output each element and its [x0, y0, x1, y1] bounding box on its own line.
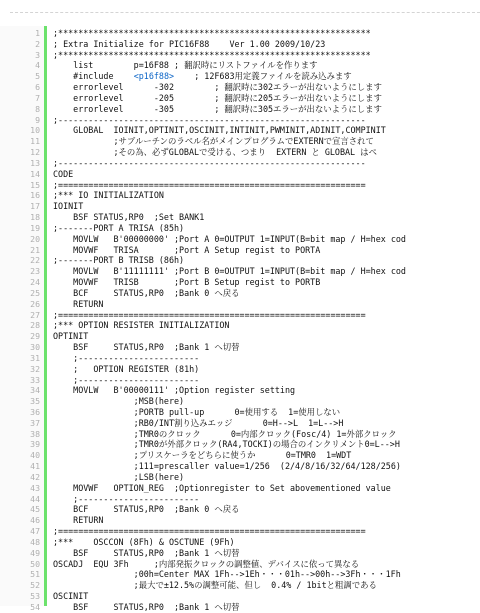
line-number: 1	[35, 28, 40, 38]
line-number: 5	[35, 71, 40, 82]
top-divider	[10, 12, 480, 13]
line-number: 18	[30, 212, 40, 223]
code-text: BSF STATUS,RP0 ;Bank 1 へ切替	[53, 547, 240, 558]
code-line	[0, 439, 480, 450]
code-text: ;-------PORT A TRISA (85h)	[53, 222, 185, 233]
code-line	[0, 255, 480, 266]
code-line	[0, 93, 480, 104]
line-number: 39	[30, 439, 40, 450]
code-text: OSCADJ EQU 3Fh ;内部発振クロックの調整値、デバイスに依って異なる	[53, 558, 360, 569]
code-text: ;その為、必ずGLOBALで受ける、つまり EXTERN と GLOBAL はペ	[53, 147, 377, 158]
code-line	[0, 234, 480, 245]
code-text: BSF STATUS,RP0 ;Bank 1 へ切替	[53, 601, 240, 612]
line-number: 47	[30, 526, 40, 537]
code-text: GLOBAL IOINIT,OPTINIT,OSCINIT,INTINIT,PWMINIT,ADINIT,COMPINIT	[53, 125, 386, 136]
code-text: MOVWF TRISB ;Port B Setup regist to PORTB	[53, 277, 321, 288]
code-line	[0, 201, 480, 212]
line-number: 26	[30, 298, 40, 309]
code-text: ;**************************************************************	[53, 28, 371, 38]
code-text: ; Extra Initialize for PIC16F88 Ver 1.00 2009/10/23	[53, 38, 326, 49]
code-line	[0, 429, 480, 440]
code-text: ;PORTB pull-up 0=使用する 1=使用しない	[53, 406, 341, 417]
code-line	[0, 136, 480, 147]
line-number: 16	[30, 190, 40, 201]
code-line	[0, 559, 480, 570]
code-line	[0, 266, 480, 277]
line-number: 36	[30, 406, 40, 417]
line-number: 30	[30, 342, 40, 353]
line-number: 32	[30, 363, 40, 374]
code-text: ;------------------------	[53, 352, 200, 363]
code-line	[0, 450, 480, 461]
line-number: 2	[35, 38, 40, 49]
code-line	[0, 180, 480, 191]
line-number: 50	[30, 558, 40, 569]
code-text: MOVLW B'00000111' ;Option register setting	[53, 385, 296, 396]
line-number: 33	[30, 374, 40, 385]
code-line	[0, 548, 480, 559]
code-text: MOVLW B'11111111' ;Port B 0=OUTPUT 1=INPUT(B=bit map / H=hex cod	[53, 266, 406, 277]
code-viewer[interactable]	[0, 26, 480, 612]
code-text: ;=============================================================	[53, 526, 366, 537]
code-text: ;-------------------------------------------------------------	[53, 114, 366, 125]
code-line	[0, 245, 480, 256]
line-number: 40	[30, 450, 40, 461]
code-text: errorlevel -305 ; 翻訳時に305エラーが出ないようにします	[53, 103, 382, 114]
line-number: 28	[30, 320, 40, 331]
line-number: 51	[30, 569, 40, 580]
code-text: ;------------------------	[53, 374, 200, 385]
line-number: 22	[30, 255, 40, 266]
code-text: CODE	[53, 168, 74, 179]
line-number: 29	[30, 331, 40, 342]
code-text: ;**************************************************************	[53, 49, 371, 60]
code-lines	[0, 28, 480, 613]
code-text: ;LSB(here)	[53, 471, 185, 482]
line-number: 37	[30, 417, 40, 428]
code-text: BSF STATUS,RP0 ;Set BANK1	[53, 212, 205, 223]
line-number: 15	[30, 179, 40, 190]
code-text: errorlevel -205 ; 翻訳時に205エラーが出ないようにします	[53, 92, 382, 103]
line-number: 44	[30, 493, 40, 504]
line-number: 3	[35, 49, 40, 60]
code-text: ;-------------------------------------------------------------	[53, 157, 366, 168]
line-number: 24	[30, 277, 40, 288]
code-text: ;------------------------	[53, 493, 200, 504]
code-text: ;*** IO INITIALIZATION	[53, 190, 164, 201]
line-number: 27	[30, 309, 40, 320]
code-line	[0, 407, 480, 418]
line-number: 10	[30, 125, 40, 136]
line-number: 43	[30, 482, 40, 493]
line-number: 12	[30, 147, 40, 158]
code-text: ;MSB(here)	[53, 396, 185, 407]
code-line	[0, 158, 480, 169]
code-text	[40, 71, 480, 82]
code-text: MOVWF TRISA ;Port A Setup regist to PORTA	[53, 244, 321, 255]
line-number: 7	[35, 92, 40, 103]
code-text: errorlevel -302 ; 翻訳時に302エラーが出ないようにします	[53, 82, 382, 93]
code-text: ; OPTION REGISTER (81h)	[53, 363, 200, 374]
code-line	[0, 580, 480, 591]
code-text: ;TMR0が外部クロック(RA4,TOCKI)の場合のインクリメント0=L-->H	[53, 439, 400, 450]
code-text: BCF STATUS,RP0 ;Bank 0 へ戻る	[53, 287, 240, 298]
line-number: 35	[30, 396, 40, 407]
code-line	[0, 418, 480, 429]
code-line	[0, 396, 480, 407]
code-text: MOVLW B'00000000' ;Port A 0=OUTPUT 1=INPUT(B=bit map / H=hex cod	[53, 233, 406, 244]
code-line	[0, 364, 480, 375]
line-number: 38	[30, 428, 40, 439]
code-text: BSF STATUS,RP0 ;Bank 1 へ切替	[53, 342, 240, 353]
code-line	[0, 515, 480, 526]
code-line	[0, 169, 480, 180]
line-number: 23	[30, 266, 40, 277]
code-text: ;TMR0のクロック 0=内部クロック(Fosc/4) 1=外部クロック	[53, 428, 397, 439]
code-text: OPTINIT	[53, 331, 89, 342]
code-line	[0, 375, 480, 386]
code-line	[0, 147, 480, 158]
code-text: RETURN	[53, 515, 104, 526]
code-text: ;最大で±12.5%の調整可能、但し 0.4% / 1bitと粗調である	[53, 580, 377, 591]
line-number: 45	[30, 504, 40, 515]
line-number: 42	[30, 471, 40, 482]
code-line	[0, 288, 480, 299]
line-number: 14	[30, 168, 40, 179]
code-line	[0, 28, 480, 39]
code-line	[0, 526, 480, 537]
code-text: ;-------PORT B TRISB (86h)	[53, 255, 185, 266]
line-number: 49	[30, 547, 40, 558]
code-text: ;*** OSCCON (8Fh) & OSCTUNE (9Fh)	[53, 536, 235, 547]
line-number: 9	[35, 114, 40, 125]
code-line	[0, 223, 480, 234]
code-text: ;00h=Center MAX 1Fh-->1Eh・・・01h-->00h-->3Fh・・・1Fh	[53, 569, 401, 580]
code-line	[0, 104, 480, 115]
code-text: ;*** OPTION RESISTER INITIALIZATION	[53, 320, 230, 331]
line-number: 20	[30, 233, 40, 244]
code-line	[0, 310, 480, 321]
code-line	[0, 125, 480, 136]
code-text: MOVWF OPTION_REG ;Optionregister to Set abovementioned value	[53, 482, 391, 493]
code-text: ;RB0/INT割り込みエッジ 0=H-->L 1=L-->H	[53, 417, 344, 428]
code-line	[0, 494, 480, 505]
code-text: ;サブルーチンのラベル名がメインプログラムでEXTERNで宣言されて	[53, 136, 374, 147]
code-line	[0, 385, 480, 396]
code-text: ;プリスケーラをどちらに使うか 0=TMR0 1=WDT	[53, 450, 352, 461]
code-line	[0, 353, 480, 364]
code-line	[0, 277, 480, 288]
code-line	[0, 342, 480, 353]
line-number: 8	[35, 103, 40, 114]
line-number: 53	[30, 591, 40, 602]
code-line	[0, 472, 480, 483]
line-number: 31	[30, 352, 40, 363]
code-line	[0, 299, 480, 310]
line-number: 25	[30, 287, 40, 298]
code-line	[0, 212, 480, 223]
code-line	[0, 82, 480, 93]
code-text: IOINIT	[53, 201, 84, 212]
code-line	[0, 537, 480, 548]
code-text: BCF STATUS,RP0 ;Bank 0 へ戻る	[53, 504, 240, 515]
line-number: 19	[30, 222, 40, 233]
code-line	[0, 331, 480, 342]
include-file-highlight: <p16f88>	[133, 71, 175, 82]
line-number: 41	[30, 461, 40, 472]
line-number: 21	[30, 244, 40, 255]
line-number: 52	[30, 580, 40, 591]
code-line	[0, 60, 480, 71]
line-number: 13	[30, 157, 40, 168]
line-number: 4	[35, 60, 40, 71]
code-text: ;=============================================================	[53, 309, 366, 320]
code-line	[0, 591, 480, 602]
code-text: ;=============================================================	[53, 179, 366, 190]
code-line	[0, 50, 480, 61]
code-line	[0, 39, 480, 50]
code-line	[0, 190, 480, 201]
line-number: 17	[30, 201, 40, 212]
code-line	[0, 602, 480, 613]
line-number: 54	[30, 601, 40, 612]
line-number: 34	[30, 385, 40, 396]
code-line	[0, 461, 480, 472]
code-line	[0, 483, 480, 494]
code-text-segment: ; 12F683用定義ファイルを読み込みます	[174, 71, 352, 82]
code-text-segment: #include	[53, 71, 134, 82]
code-line	[0, 71, 480, 82]
code-line	[0, 504, 480, 515]
line-number: 6	[35, 82, 40, 93]
code-text: list p=16F88 ; 翻訳時にリストファイルを作ります	[53, 60, 318, 71]
line-number: 48	[30, 536, 40, 547]
code-line	[0, 569, 480, 580]
code-text: RETURN	[53, 298, 104, 309]
line-number: 11	[30, 136, 40, 147]
line-number: 46	[30, 515, 40, 526]
code-text: OSCINIT	[53, 591, 89, 602]
code-text: ;111=prescaller value=1/256 (2/4/8/16/32/64/128/256)	[53, 461, 401, 472]
code-line	[0, 320, 480, 331]
code-line	[0, 115, 480, 126]
